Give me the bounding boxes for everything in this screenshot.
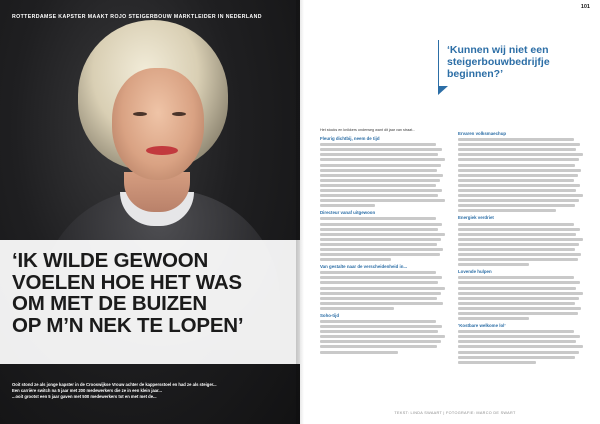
text-line [320,223,442,226]
text-line [458,199,579,202]
section-heading: Ervaren volksmaechup [458,131,507,136]
text-line [458,263,529,266]
body-text [458,330,584,364]
text-line [458,292,583,295]
text-line [320,158,445,161]
column-section [458,215,584,266]
pull-quote-text [447,44,550,80]
text-line [320,287,445,290]
text-line [458,258,578,261]
text-column-2 [458,128,584,366]
text-line [458,351,579,354]
text-line [320,335,445,338]
portrait-eye-left [133,112,147,116]
text-line [458,204,575,207]
column-section [458,323,584,364]
text-line [458,238,583,241]
text-line [320,238,441,241]
text-line [320,174,443,177]
column-section [320,264,446,310]
text-line [320,307,394,310]
text-line [458,169,581,172]
text-line [320,199,445,202]
text-line [458,287,576,290]
text-line [458,317,529,320]
caption-line: Ooit stond ze als jonge kapster in de Crooswijkse Vrouw achter de kappersstoel en had ze als steiger... [12,382,217,387]
text-line [320,276,442,279]
text-line [320,143,436,146]
pull-quote-tail [438,86,448,95]
text-line [320,194,438,197]
headline-line: OP M’N NEK TE LOPEN’ [12,313,244,337]
text-line [458,312,578,315]
text-line [320,258,391,261]
text-line [320,228,438,231]
caption-line: ...ooit grootst een 5 jaar gaven met 500 medewerkers tot en met met de... [12,394,157,400]
intro-caption [12,382,292,401]
text-line [458,228,580,231]
section-heading: Directeur vanaf uitgewoon [320,210,376,216]
text-line [458,361,536,364]
portrait-face [112,68,204,180]
section-heading: Fleurig dichtbij, neem de tijd [320,136,380,142]
text-line [320,164,441,167]
text-line [320,217,436,220]
pull-quote-line: steigerbouwbedrijfje [447,56,550,68]
portrait-lips [146,146,178,155]
text-line [458,302,575,305]
text-line [320,340,441,343]
body-text [458,138,584,212]
text-line [320,204,375,207]
section-heading: Van gestalte naar de verscheidenheid in... [320,264,408,270]
text-line [320,233,445,236]
text-line [458,253,581,256]
text-line [458,340,576,343]
headline-line: VOELEN HOE HET WAS [12,270,242,294]
text-line [320,169,437,172]
text-line [320,320,436,323]
text-line [320,189,442,192]
headline-line: ‘IK WILDE GEWOON [12,249,209,272]
text-line [458,223,574,226]
body-text [458,276,584,320]
section-heading: Soho-tijd [320,312,340,318]
pull-quote-line: ‘Kunnen wij niet een [447,44,549,56]
body-text [320,143,446,207]
text-line [320,330,438,333]
column-section [320,313,446,354]
text-line [458,209,556,212]
text-line [458,174,578,177]
text-line [320,253,440,256]
text-line [320,243,437,246]
text-line [458,148,576,151]
text-line [458,143,580,146]
section-heading: Lovende hulpen [458,269,492,275]
section-heading: Energiek verdriet [458,215,494,221]
text-line [320,281,438,284]
text-line [320,325,442,328]
text-line [320,297,437,300]
text-line [458,281,580,284]
text-line [320,271,436,274]
column-section [458,269,584,320]
headline-quote [12,250,296,336]
text-line [458,276,574,279]
text-line [320,148,442,151]
page-number: 101 [580,4,590,10]
text-line [320,248,443,251]
text-line [458,179,574,182]
text-line [320,345,437,348]
body-text [320,271,446,310]
text-line [458,330,574,333]
credits-footer: TEKST: LINDA SWAART | FOTOGRAFIE: MARCO DE SWART [394,411,516,415]
text-line [320,179,440,182]
pull-quote-line: beginnen?’ [447,68,503,80]
text-line [458,194,583,197]
text-line [320,292,441,295]
headline-line: OM MET DE BUIZEN [12,292,207,315]
text-line [458,184,580,187]
text-line [458,243,579,246]
right-page [300,0,600,424]
text-line [458,307,581,310]
text-line [458,153,583,156]
caption-line: Een carrière switch na 5 jaar met 200 medewerkers die ze in een klein jaar... [12,388,162,394]
column-intro: Het stocks en knikkers onderweg want dit jaar van straat... [320,128,416,132]
section-heading: ‘Kostbare welkome lol’ [458,323,506,329]
text-line [458,233,576,236]
text-line [458,164,575,167]
text-line [320,351,398,354]
text-line [320,302,443,305]
spine-shadow [296,0,304,424]
text-line [458,297,579,300]
text-line [458,356,575,359]
body-text [458,223,584,267]
text-line [458,345,583,348]
text-line [458,335,580,338]
text-line [458,158,579,161]
body-text [320,217,446,261]
text-line [320,184,436,187]
text-line [458,138,574,141]
text-line [320,153,438,156]
body-text [320,320,446,354]
column-section [320,210,446,261]
text-column-1 [320,128,446,356]
article-topline: ROTTERDAMSE KAPSTER MAAKT ROJO STEIGERBOUW MARKTLEIDER IN NEDERLAND [12,14,262,20]
text-line [458,248,575,251]
portrait-eye-right [172,112,186,116]
text-line [458,189,576,192]
pull-quote [438,40,587,88]
column-section [320,136,446,207]
column-section [458,131,584,212]
